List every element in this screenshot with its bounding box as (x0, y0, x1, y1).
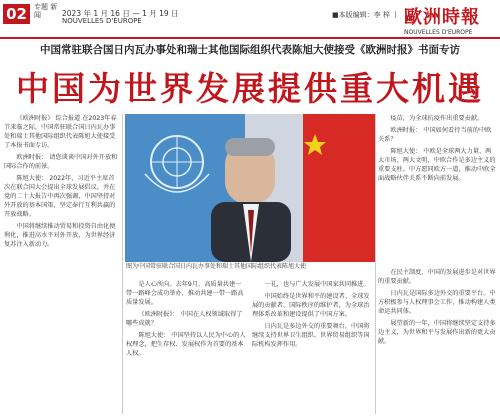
paragraph: 日内瓦是多边外交的重要舞台，中国将继续支持世界卫生组织、世界贸易组织等国际机构发挥作用。 (252, 323, 370, 348)
paragraph: 欧洲时报： 请您谈谈中国对外开放和国际合作的前景。 (4, 154, 118, 170)
logo-chinese: 歐洲時報 (404, 7, 480, 28)
paragraph: 日内瓦是国际多边外交的重要平台。中方积极参与人权理事会工作，推动构建人类命运共同体。 (378, 290, 496, 315)
text-column-2 (126, 280, 246, 414)
article-subtitle: 中国常驻联合国日内瓦办事处和瑞士其他国际组织代表陈旭大使接受《欧洲时报》书面专访 (40, 44, 460, 56)
text-column-4 (378, 114, 496, 264)
issue-date: 2023 年 1 月 16 日 — 1 月 19 日 (62, 9, 179, 18)
paragraph: 欧洲时报： 中国如何看待当前的中欧关系？ (378, 127, 492, 143)
paragraph: 在民主制度、中国的发展进步是对世界的重要贡献。 (378, 269, 496, 285)
text-column-5 (378, 268, 496, 414)
paragraph: 陈旭大使： 中国坚持以人民为中心的人权理念，把生存权、发展权作为首要的基本人权。 (126, 332, 246, 357)
photo-caption: 图为中国常驻联合国日内瓦办事处和瑞士其他国际组织代表陈旭大使 (126, 263, 307, 270)
ambassador-photo (125, 114, 375, 262)
editor-line: ■本版编辑：李 梓 丨 (332, 11, 400, 19)
column-divider (122, 114, 123, 414)
paragraph: 《欧洲时报》 综合报道 在2023年春节来临之际，中国常驻联合国日内瓦办事处和瑞士其他国际组织代表陈旭大使接受了本报书面专访。 (4, 115, 117, 149)
text-column-1 (4, 114, 120, 414)
section-label: 专题 新闻 (34, 3, 58, 19)
column-divider (375, 114, 376, 414)
paragraph: 中国将继续推动贸易和投资自由化便利化，推进高水平对外开放，为世界经济复苏注入新动力。 (4, 223, 116, 248)
logo-french: NOUVELLES D'EUROPE (404, 29, 473, 36)
text-column-3 (252, 280, 372, 414)
article-headline: 中国为世界发展提供重大机遇 (16, 69, 484, 108)
paragraph: 《欧洲时报》： 中国在人权领域取得了哪些成就？ (126, 311, 243, 327)
paragraph: 陈旭大使： 中欧是全球两大力量、两大市场、两大文明，中欧合作是多边主义的重要支柱。中方愿同欧方一道，推动中欧全面战略伙伴关系不断向前发展。 (378, 148, 496, 182)
paragraph: 是人心所向。去年9月，高质量共建一带一路峰会成功举办，推动共建一带一路高质量发展。 (126, 281, 244, 306)
page-number: 02 (3, 4, 30, 24)
publication-label: NOUVELLES D'EUROPE (62, 17, 142, 25)
paragraph: 展望新的一年，中国将继续坚定支持多边主义，为世界和平与发展作出新的更大贡献。 (378, 320, 496, 345)
paragraph: 一礼，也与广大发展中国家共同推进。 (264, 281, 370, 288)
page-header (0, 0, 500, 39)
newspaper-logo (404, 3, 496, 36)
paragraph: 陈旭大使： 2022年，习近平主席首次在联合国大会提出全球发展倡议，并在党的二十大报告中再次强调，中国坚持对外开放的基本国策，坚定奉行互利共赢的开放战略。 (4, 175, 116, 218)
paragraph: 中国始终是世界和平的建设者、全球发展的贡献者、国际秩序的维护者，为全球治理体系改革和建设提供了中国方案。 (252, 293, 370, 318)
paragraph: 疫苗，为全球抗疫作出重要贡献。 (390, 115, 484, 122)
